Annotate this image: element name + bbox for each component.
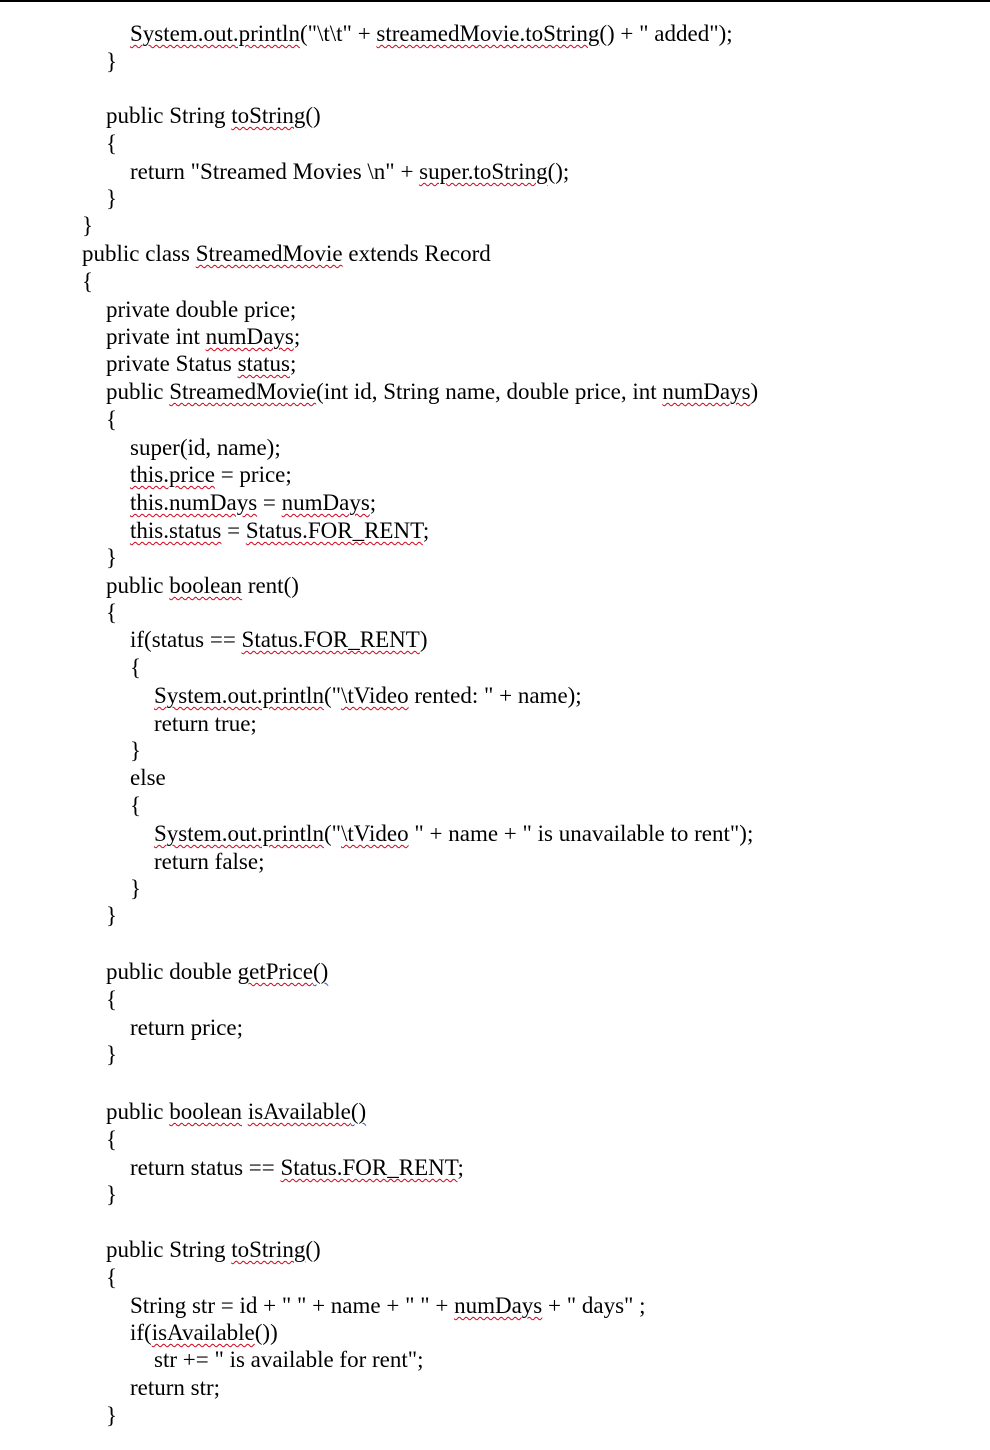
code-text: private int [106, 324, 206, 349]
spellcheck-flagged-text: System.out.println [130, 21, 300, 46]
code-line [106, 378, 758, 406]
spellcheck-flagged-text: numDays [662, 379, 751, 404]
code-text: ; [293, 324, 301, 349]
code-line [154, 710, 257, 738]
spellcheck-flagged-text: \tVideo [341, 821, 409, 846]
code-text: public [106, 379, 170, 404]
grammar-flagged-text: () [312, 959, 329, 984]
code-text: ()) [254, 1320, 278, 1345]
code-line [130, 489, 376, 517]
code-text: { [106, 407, 118, 432]
code-line [106, 130, 117, 158]
spellcheck-flagged-text: this.status [130, 518, 222, 543]
code-line [154, 820, 753, 848]
code-line [130, 792, 141, 820]
code-line [130, 1319, 278, 1347]
spellcheck-flagged-text: streamedMovie.toString [376, 21, 600, 46]
code-text: rented: " + name); [408, 683, 582, 708]
grammar-flagged-text: () [350, 1099, 367, 1124]
code-text: super(id, name); [130, 435, 281, 460]
code-text: = [257, 490, 282, 515]
code-line [130, 1374, 220, 1402]
code-text: + " days" ; [542, 1293, 646, 1318]
code-text: public String [106, 103, 232, 128]
code-line [82, 240, 491, 268]
code-text: } [106, 1042, 118, 1067]
code-text: { [106, 1265, 118, 1290]
code-text: } [106, 1403, 118, 1428]
code-text: if(status == [130, 627, 242, 652]
code-line [106, 1236, 321, 1264]
code-line [130, 517, 429, 545]
code-line [130, 1154, 464, 1182]
code-line [106, 296, 296, 324]
spellcheck-flagged-text: toString [231, 1237, 306, 1262]
code-text: () [305, 103, 321, 128]
spellcheck-flagged-text: numDays [454, 1293, 543, 1318]
code-text: ) [750, 379, 759, 404]
code-line [106, 572, 299, 600]
code-text: public class [82, 241, 196, 266]
code-line [130, 764, 166, 792]
code-line [130, 626, 428, 654]
code-line [130, 158, 569, 186]
code-text: return "Streamed Movies \n" + [130, 159, 420, 184]
code-text: extends Record [342, 241, 491, 266]
code-text: str += " is available for rent"; [154, 1347, 424, 1372]
code-text: { [106, 131, 118, 156]
code-text: public [106, 573, 170, 598]
code-line [82, 268, 93, 296]
code-line [106, 1041, 117, 1069]
code-text: ("\t\t" + [299, 21, 377, 46]
code-line [106, 102, 321, 130]
code-text: (int id, String name, double price, int [316, 379, 663, 404]
code-line [130, 1014, 243, 1042]
code-text: } [82, 213, 94, 238]
code-text: { [130, 655, 142, 680]
code-text: (" [323, 821, 342, 846]
code-text: String str = id + " " + name + " " + [130, 1293, 455, 1318]
code-text: { [82, 269, 94, 294]
spellcheck-flagged-text: numDays [205, 324, 294, 349]
code-text: ; [369, 490, 377, 515]
code-text: = price; [214, 462, 292, 487]
spellcheck-flagged-text: System.out.println [154, 683, 324, 708]
code-text: } [130, 876, 142, 901]
spellcheck-flagged-text: Status.FOR_RENT [280, 1155, 458, 1180]
code-text: return status == [130, 1155, 281, 1180]
spellcheck-flagged-text: status [237, 351, 290, 376]
code-text: } [106, 545, 118, 570]
code-line [130, 1292, 646, 1320]
code-line [130, 875, 141, 903]
code-line [130, 737, 141, 765]
spellcheck-flagged-text: \tVideo [341, 683, 409, 708]
code-line [154, 848, 264, 876]
code-text: ) [419, 627, 428, 652]
code-text: { [106, 1127, 118, 1152]
page-top-border [0, 0, 990, 2]
spellcheck-flagged-text: boolean [169, 1099, 243, 1124]
code-line [106, 1126, 117, 1154]
code-text: return str; [130, 1375, 221, 1400]
code-text: } [106, 1182, 118, 1207]
code-text: return price; [130, 1015, 244, 1040]
code-text: } [106, 186, 118, 211]
spellcheck-flagged-text: isAvailable [151, 1320, 255, 1345]
code-line [106, 1264, 117, 1292]
code-text: public double [106, 959, 238, 984]
code-line [130, 434, 281, 462]
code-line [106, 406, 117, 434]
spellcheck-flagged-text: boolean [169, 573, 243, 598]
code-text: (); [547, 159, 570, 184]
spellcheck-flagged-text: Status.FOR_RENT [245, 518, 423, 543]
code-line [106, 902, 117, 930]
spellcheck-flagged-text: getPrice [237, 959, 313, 984]
code-line [106, 1181, 117, 1209]
code-line [130, 461, 292, 489]
code-text: } [106, 903, 118, 928]
spellcheck-flagged-text: this.price [130, 462, 215, 487]
code-text: () [305, 1237, 321, 1262]
spellcheck-flagged-text: numDays [281, 490, 370, 515]
code-text: else [130, 765, 166, 790]
code-text: = [221, 518, 246, 543]
code-text: } [130, 738, 142, 763]
code-line [106, 1402, 117, 1430]
code-line [106, 958, 328, 986]
code-line [106, 599, 117, 627]
code-line [106, 986, 117, 1014]
code-line [106, 350, 296, 378]
spellcheck-flagged-text: this.numDays [130, 490, 258, 515]
code-line [106, 323, 300, 351]
code-text: public String [106, 1237, 232, 1262]
code-text: public [106, 1099, 170, 1124]
code-line [130, 20, 733, 48]
code-line [106, 544, 117, 572]
code-text: { [106, 987, 118, 1012]
code-text: } [106, 49, 118, 74]
code-text: " + name + " is unavailable to rent"); [408, 821, 754, 846]
spellcheck-flagged-text: super.toString [419, 159, 548, 184]
code-text: ; [289, 351, 297, 376]
spellcheck-flagged-text: isAvailable [247, 1099, 351, 1124]
spellcheck-flagged-text: StreamedMovie [195, 241, 343, 266]
code-line [106, 48, 117, 76]
code-text: { [130, 793, 142, 818]
code-line [154, 1346, 424, 1374]
spellcheck-flagged-text: Status.FOR_RENT [241, 627, 420, 652]
code-text: private Status [106, 351, 238, 376]
code-line [106, 1098, 366, 1126]
code-text: if( [130, 1320, 152, 1345]
spellcheck-flagged-text: System.out.println [154, 821, 324, 846]
code-text: return true; [154, 711, 257, 736]
spellcheck-flagged-text: toString [231, 103, 306, 128]
code-line [130, 654, 141, 682]
code-text: () + " added"); [599, 21, 733, 46]
code-text: rent() [242, 573, 299, 598]
code-text: private double price; [106, 297, 297, 322]
code-text: { [106, 600, 118, 625]
code-text: ; [457, 1155, 464, 1180]
code-text: ; [422, 518, 430, 543]
code-line [82, 212, 93, 240]
code-line [106, 185, 117, 213]
code-text: return false; [154, 849, 265, 874]
spellcheck-flagged-text: StreamedMovie [169, 379, 317, 404]
code-text: (" [323, 683, 342, 708]
code-line [154, 682, 582, 710]
